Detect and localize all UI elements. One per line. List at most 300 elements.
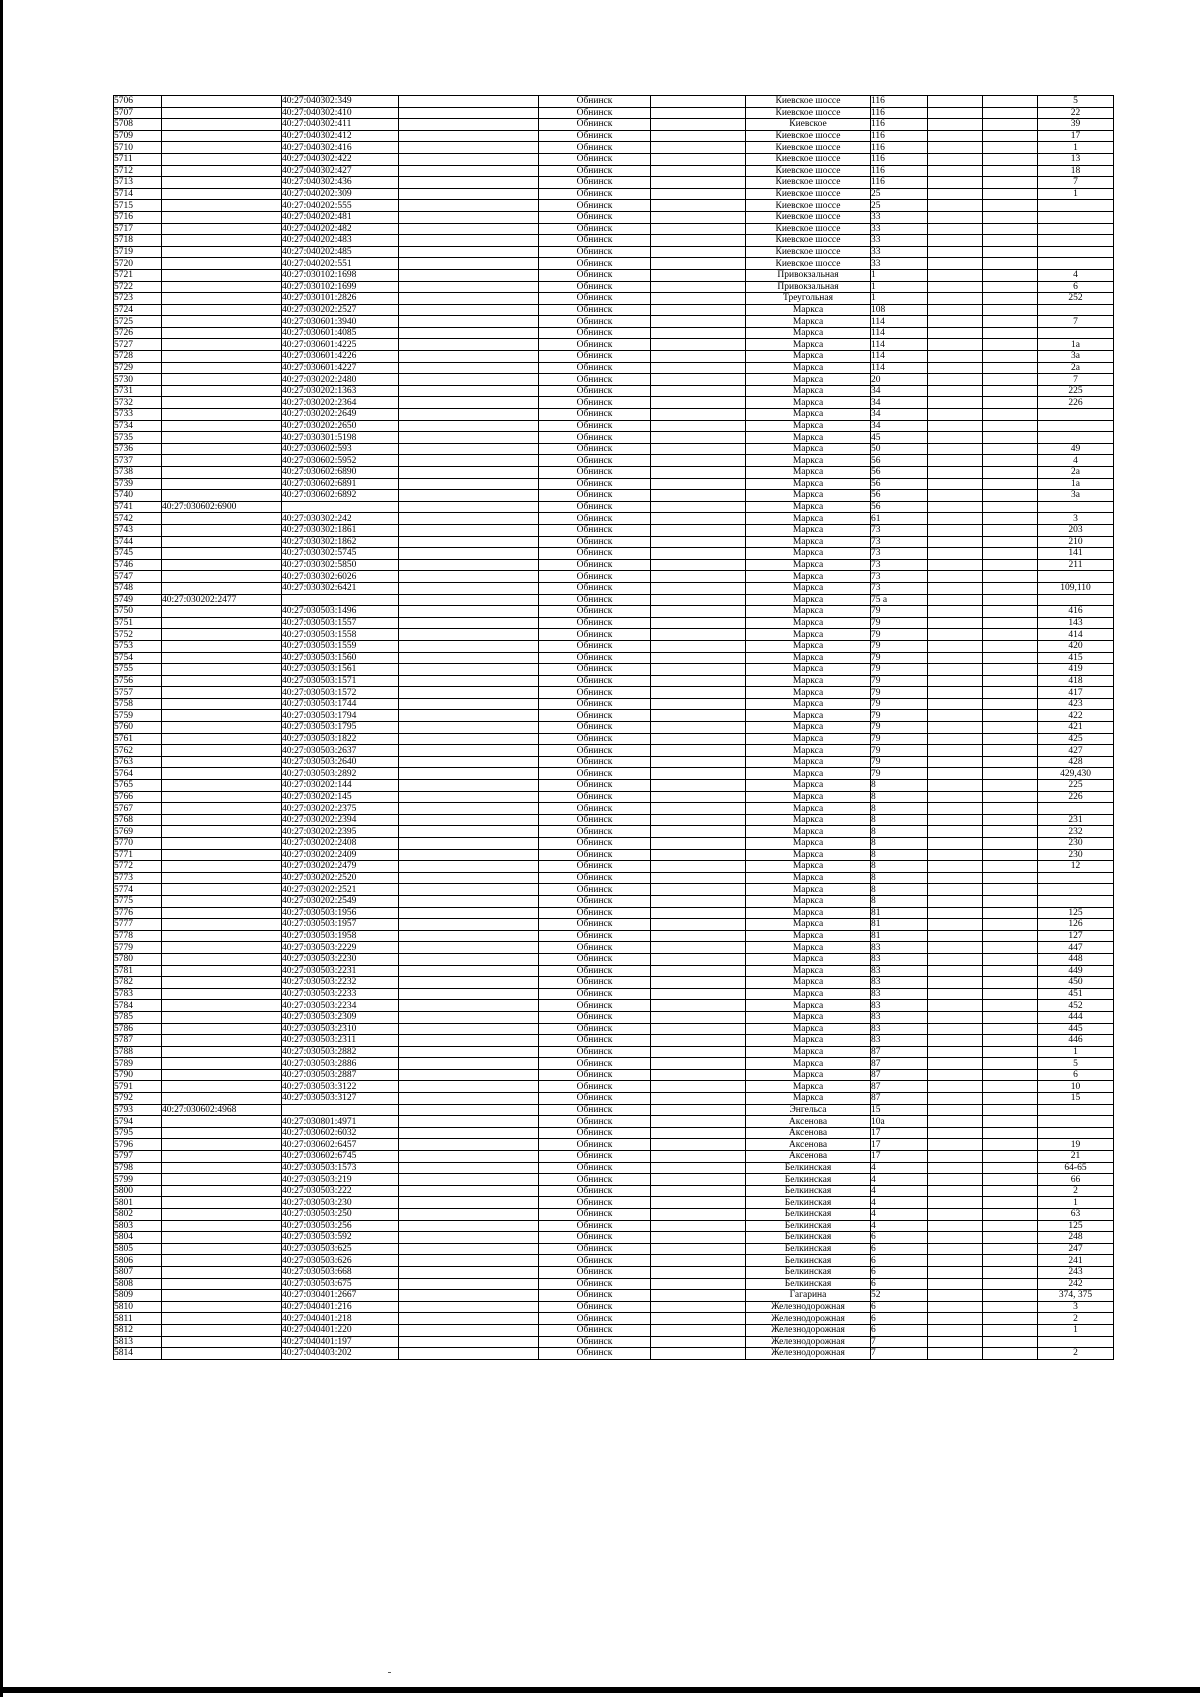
cell-empty (651, 1023, 746, 1035)
cell-street: Белкинская (746, 1197, 871, 1209)
cell-empty (983, 965, 1038, 977)
cell-house: 79 (871, 768, 928, 780)
cell-apartment: 7 (1038, 316, 1114, 328)
table-row (114, 1278, 1114, 1290)
cell-parent-cadastral-number (162, 536, 282, 548)
cell-street: Привокзальная (746, 281, 871, 293)
cell-empty (651, 327, 746, 339)
cell-empty (651, 1301, 746, 1313)
cell-house: 34 (871, 409, 928, 421)
cell-parent-cadastral-number (162, 872, 282, 884)
cell-empty (399, 1185, 539, 1197)
cell-cadastral-number (282, 501, 399, 513)
cell-parent-cadastral-number (162, 698, 282, 710)
cell-empty (651, 895, 746, 907)
cell-row-number: 5748 (114, 582, 162, 594)
cell-house: 79 (871, 664, 928, 676)
cell-empty (983, 768, 1038, 780)
cell-street: Маркса (746, 861, 871, 873)
cell-empty (983, 432, 1038, 444)
cell-parent-cadastral-number (162, 1348, 282, 1360)
cell-parent-cadastral-number (162, 606, 282, 618)
cell-empty (651, 1348, 746, 1360)
cell-house: 79 (871, 745, 928, 757)
cell-apartment: 2а (1038, 467, 1114, 479)
cell-empty (399, 1174, 539, 1186)
cell-empty (399, 374, 539, 386)
cell-empty (928, 513, 983, 525)
cell-row-number: 5711 (114, 153, 162, 165)
cell-street: Маркса (746, 606, 871, 618)
cell-cadastral-number: 40:27:030202:2408 (282, 838, 399, 850)
cell-street: Маркса (746, 953, 871, 965)
cell-cadastral-number: 40:27:030102:1699 (282, 281, 399, 293)
cell-street: Аксенова (746, 1139, 871, 1151)
cell-cadastral-number: 40:27:030503:1496 (282, 606, 399, 618)
cell-apartment: 2 (1038, 1313, 1114, 1325)
cell-street: Железнодорожная (746, 1301, 871, 1313)
cell-city: Обнинск (539, 559, 651, 571)
table-row (114, 1069, 1114, 1081)
cell-empty (928, 919, 983, 931)
cell-empty (928, 1301, 983, 1313)
cell-house: 73 (871, 536, 928, 548)
cell-row-number: 5776 (114, 907, 162, 919)
cell-empty (983, 304, 1038, 316)
cell-empty (399, 640, 539, 652)
cell-apartment: 241 (1038, 1255, 1114, 1267)
cell-row-number: 5725 (114, 316, 162, 328)
cell-parent-cadastral-number (162, 640, 282, 652)
cell-house: 17 (871, 1151, 928, 1163)
cell-city: Обнинск (539, 420, 651, 432)
cell-empty (983, 977, 1038, 989)
cell-parent-cadastral-number (162, 269, 282, 281)
cell-apartment: 3 (1038, 513, 1114, 525)
cell-empty (928, 1011, 983, 1023)
cell-house: 79 (871, 629, 928, 641)
cell-empty (928, 745, 983, 757)
cell-empty (651, 269, 746, 281)
cell-cadastral-number: 40:27:030302:6421 (282, 582, 399, 594)
cell-street: Маркса (746, 513, 871, 525)
cell-empty (928, 698, 983, 710)
cell-empty (399, 153, 539, 165)
cell-street: Маркса (746, 1023, 871, 1035)
cell-empty (651, 339, 746, 351)
cell-cadastral-number: 40:27:030503:3122 (282, 1081, 399, 1093)
cell-house: 8 (871, 895, 928, 907)
cell-apartment: 1 (1038, 142, 1114, 154)
cell-empty (651, 142, 746, 154)
cell-row-number: 5768 (114, 814, 162, 826)
cell-apartment: 143 (1038, 617, 1114, 629)
cell-row-number: 5746 (114, 559, 162, 571)
cell-row-number: 5740 (114, 490, 162, 502)
cell-city: Обнинск (539, 1093, 651, 1105)
cell-parent-cadastral-number (162, 559, 282, 571)
cell-row-number: 5764 (114, 768, 162, 780)
cell-house: 87 (871, 1081, 928, 1093)
cell-house: 81 (871, 930, 928, 942)
cell-parent-cadastral-number (162, 1093, 282, 1105)
cell-city: Обнинск (539, 1348, 651, 1360)
cell-street: Маркса (746, 838, 871, 850)
cell-house: 6 (871, 1278, 928, 1290)
cell-city: Обнинск (539, 211, 651, 223)
cell-empty (928, 490, 983, 502)
cell-apartment: 231 (1038, 814, 1114, 826)
cell-city: Обнинск (539, 235, 651, 247)
cell-cadastral-number: 40:27:040202:309 (282, 188, 399, 200)
table-row (114, 942, 1114, 954)
cell-empty (983, 1278, 1038, 1290)
cell-house: 52 (871, 1290, 928, 1302)
table-row (114, 594, 1114, 606)
cell-city: Обнинск (539, 1058, 651, 1070)
cell-house: 25 (871, 188, 928, 200)
cell-empty (983, 1301, 1038, 1313)
cell-empty (983, 420, 1038, 432)
cell-empty (651, 1324, 746, 1336)
cell-empty (928, 1081, 983, 1093)
cell-empty (651, 872, 746, 884)
cell-row-number: 5791 (114, 1081, 162, 1093)
cell-empty (928, 339, 983, 351)
table-row (114, 188, 1114, 200)
cell-street: Киевское шоссе (746, 235, 871, 247)
cell-house: 79 (871, 617, 928, 629)
cell-apartment: 226 (1038, 397, 1114, 409)
cell-empty (983, 988, 1038, 1000)
table-row (114, 582, 1114, 594)
cell-empty (928, 988, 983, 1000)
cell-empty (399, 1313, 539, 1325)
cell-cadastral-number: 40:27:030503:2233 (282, 988, 399, 1000)
cell-parent-cadastral-number (162, 362, 282, 374)
cell-house: 83 (871, 1011, 928, 1023)
cell-empty (399, 861, 539, 873)
cell-house: 17 (871, 1139, 928, 1151)
cell-house: 79 (871, 710, 928, 722)
table-row (114, 745, 1114, 757)
cell-empty (983, 1266, 1038, 1278)
cell-parent-cadastral-number (162, 142, 282, 154)
cell-empty (928, 884, 983, 896)
cell-parent-cadastral-number: 40:27:030602:6900 (162, 501, 282, 513)
cell-cadastral-number: 40:27:030102:1698 (282, 269, 399, 281)
cell-empty (651, 861, 746, 873)
cell-empty (651, 977, 746, 989)
cell-city: Обнинск (539, 362, 651, 374)
cell-street: Маркса (746, 420, 871, 432)
cell-cadastral-number: 40:27:030503:1956 (282, 907, 399, 919)
cell-street: Маркса (746, 664, 871, 676)
cell-cadastral-number: 40:27:030503:2887 (282, 1069, 399, 1081)
cell-empty (399, 942, 539, 954)
cell-empty (399, 443, 539, 455)
cell-empty (651, 1232, 746, 1244)
cell-cadastral-number: 40:27:030202:2375 (282, 803, 399, 815)
table-row (114, 640, 1114, 652)
cell-empty (928, 1197, 983, 1209)
cell-empty (928, 467, 983, 479)
cell-empty (928, 432, 983, 444)
cell-empty (651, 1000, 746, 1012)
cell-parent-cadastral-number (162, 304, 282, 316)
cell-empty (651, 1151, 746, 1163)
cell-empty (928, 617, 983, 629)
cell-house: 73 (871, 548, 928, 560)
cell-cadastral-number: 40:27:030503:1822 (282, 733, 399, 745)
cell-empty (983, 953, 1038, 965)
cell-empty (651, 1139, 746, 1151)
cell-empty (399, 919, 539, 931)
cell-row-number: 5747 (114, 571, 162, 583)
cell-empty (928, 756, 983, 768)
cell-parent-cadastral-number (162, 443, 282, 455)
table-row (114, 571, 1114, 583)
cell-cadastral-number: 40:27:030302:6026 (282, 571, 399, 583)
cell-city: Обнинск (539, 1139, 651, 1151)
cell-empty (983, 942, 1038, 954)
cell-empty (928, 153, 983, 165)
cell-empty (928, 826, 983, 838)
cell-house: 75 а (871, 594, 928, 606)
cell-city: Обнинск (539, 1197, 651, 1209)
cell-apartment: 4 (1038, 455, 1114, 467)
cell-city: Обнинск (539, 629, 651, 641)
cell-house: 56 (871, 478, 928, 490)
cell-parent-cadastral-number (162, 397, 282, 409)
cell-apartment: 7 (1038, 177, 1114, 189)
cell-row-number: 5811 (114, 1313, 162, 1325)
table-row (114, 675, 1114, 687)
cell-row-number: 5771 (114, 849, 162, 861)
cell-empty (983, 258, 1038, 270)
cell-empty (651, 130, 746, 142)
cell-empty (651, 629, 746, 641)
cell-cadastral-number: 40:27:030503:1795 (282, 722, 399, 734)
cell-empty (399, 1290, 539, 1302)
cell-parent-cadastral-number (162, 582, 282, 594)
cell-empty (399, 269, 539, 281)
cell-row-number: 5777 (114, 919, 162, 931)
cell-apartment: 416 (1038, 606, 1114, 618)
cell-street: Маркса (746, 1035, 871, 1047)
cell-apartment: 127 (1038, 930, 1114, 942)
cell-cadastral-number: 40:27:040401:197 (282, 1336, 399, 1348)
cell-empty (983, 617, 1038, 629)
cell-empty (651, 293, 746, 305)
cell-row-number: 5727 (114, 339, 162, 351)
cell-empty (928, 606, 983, 618)
cell-row-number: 5765 (114, 780, 162, 792)
cell-cadastral-number: 40:27:030503:219 (282, 1174, 399, 1186)
cell-apartment: 6 (1038, 281, 1114, 293)
cell-city: Обнинск (539, 1127, 651, 1139)
cell-empty (928, 594, 983, 606)
cell-empty (651, 826, 746, 838)
cell-row-number: 5789 (114, 1058, 162, 1070)
cell-empty (651, 814, 746, 826)
cell-house: 79 (871, 733, 928, 745)
cell-city: Обнинск (539, 594, 651, 606)
cell-city: Обнинск (539, 919, 651, 931)
register-table (113, 95, 1114, 1360)
cell-street: Маркса (746, 1000, 871, 1012)
cell-empty (651, 478, 746, 490)
cell-parent-cadastral-number (162, 235, 282, 247)
cell-city: Обнинск (539, 942, 651, 954)
cell-row-number: 5709 (114, 130, 162, 142)
cell-empty (928, 965, 983, 977)
cell-empty (928, 1278, 983, 1290)
cell-empty (399, 675, 539, 687)
scan-border-left (0, 0, 3, 1697)
cell-empty (399, 930, 539, 942)
cell-street: Киевское шоссе (746, 130, 871, 142)
cell-city: Обнинск (539, 153, 651, 165)
cell-empty (983, 1011, 1038, 1023)
cell-empty (928, 582, 983, 594)
cell-parent-cadastral-number (162, 1151, 282, 1163)
cell-row-number: 5808 (114, 1278, 162, 1290)
cell-cadastral-number: 40:27:030602:6745 (282, 1151, 399, 1163)
cell-empty (651, 177, 746, 189)
cell-street: Киевское шоссе (746, 200, 871, 212)
cell-empty (651, 1243, 746, 1255)
cell-empty (651, 1220, 746, 1232)
cell-parent-cadastral-number (162, 884, 282, 896)
cell-row-number: 5786 (114, 1023, 162, 1035)
cell-parent-cadastral-number (162, 745, 282, 757)
cell-house: 87 (871, 1058, 928, 1070)
cell-cadastral-number: 40:27:030101:2826 (282, 293, 399, 305)
table-row (114, 687, 1114, 699)
cell-street: Киевское шоссе (746, 188, 871, 200)
cell-empty (399, 524, 539, 536)
cell-house: 25 (871, 200, 928, 212)
cell-empty (983, 1220, 1038, 1232)
cell-row-number: 5756 (114, 675, 162, 687)
cell-row-number: 5737 (114, 455, 162, 467)
table-row (114, 1000, 1114, 1012)
cell-city: Обнинск (539, 652, 651, 664)
cell-cadastral-number: 40:27:030801:4971 (282, 1116, 399, 1128)
cell-apartment: 5 (1038, 1058, 1114, 1070)
cell-parent-cadastral-number (162, 814, 282, 826)
cell-empty (651, 467, 746, 479)
cell-street: Киевское шоссе (746, 142, 871, 154)
cell-city: Обнинск (539, 907, 651, 919)
cell-house: 87 (871, 1093, 928, 1105)
cell-parent-cadastral-number (162, 1255, 282, 1267)
cell-row-number: 5715 (114, 200, 162, 212)
cell-empty (651, 1069, 746, 1081)
cell-city: Обнинск (539, 188, 651, 200)
cell-empty (399, 895, 539, 907)
cell-city: Обнинск (539, 1290, 651, 1302)
cell-empty (928, 907, 983, 919)
cell-cadastral-number: 40:27:040302:436 (282, 177, 399, 189)
cell-apartment: 242 (1038, 1278, 1114, 1290)
cell-apartment (1038, 211, 1114, 223)
cell-street: Белкинская (746, 1174, 871, 1186)
cell-cadastral-number: 40:27:030503:2886 (282, 1058, 399, 1070)
cell-empty (651, 768, 746, 780)
cell-empty (928, 351, 983, 363)
cell-empty (928, 443, 983, 455)
cell-row-number: 5774 (114, 884, 162, 896)
table-row (114, 293, 1114, 305)
cell-row-number: 5787 (114, 1035, 162, 1047)
cell-empty (983, 246, 1038, 258)
cell-row-number: 5772 (114, 861, 162, 873)
cell-row-number: 5741 (114, 501, 162, 513)
table-row (114, 1127, 1114, 1139)
cell-cadastral-number: 40:27:030503:675 (282, 1278, 399, 1290)
cell-cadastral-number: 40:27:030503:1557 (282, 617, 399, 629)
cell-house: 8 (871, 872, 928, 884)
cell-row-number: 5729 (114, 362, 162, 374)
cell-empty (983, 814, 1038, 826)
cell-apartment: 2 (1038, 1185, 1114, 1197)
cell-parent-cadastral-number (162, 1266, 282, 1278)
cell-house: 116 (871, 142, 928, 154)
cell-empty (399, 478, 539, 490)
cell-empty (651, 733, 746, 745)
cell-city: Обнинск (539, 1174, 651, 1186)
cell-house: 4 (871, 1220, 928, 1232)
cell-parent-cadastral-number (162, 513, 282, 525)
cell-empty (928, 1023, 983, 1035)
cell-parent-cadastral-number (162, 675, 282, 687)
cell-house: 56 (871, 455, 928, 467)
cell-parent-cadastral-number (162, 1081, 282, 1093)
cell-cadastral-number (282, 594, 399, 606)
cell-empty (928, 571, 983, 583)
cell-empty (651, 1197, 746, 1209)
cell-city: Обнинск (539, 490, 651, 502)
cell-cadastral-number: 40:27:040302:422 (282, 153, 399, 165)
cell-empty (399, 420, 539, 432)
cell-cadastral-number: 40:27:040401:220 (282, 1324, 399, 1336)
cell-row-number: 5809 (114, 1290, 162, 1302)
cell-cadastral-number: 40:27:030302:1862 (282, 536, 399, 548)
cell-city: Обнинск (539, 1324, 651, 1336)
cell-street: Киевское шоссе (746, 223, 871, 235)
cell-empty (928, 119, 983, 131)
cell-parent-cadastral-number (162, 432, 282, 444)
cell-street: Маркса (746, 629, 871, 641)
cell-city: Обнинск (539, 304, 651, 316)
cell-house: 83 (871, 1000, 928, 1012)
table-row (114, 339, 1114, 351)
cell-parent-cadastral-number (162, 571, 282, 583)
cell-cadastral-number (282, 1104, 399, 1116)
cell-city: Обнинск (539, 293, 651, 305)
cell-empty (928, 1058, 983, 1070)
cell-row-number: 5719 (114, 246, 162, 258)
cell-house: 6 (871, 1313, 928, 1325)
cell-row-number: 5784 (114, 1000, 162, 1012)
cell-house: 61 (871, 513, 928, 525)
cell-street: Маркса (746, 1058, 871, 1070)
table-row (114, 1336, 1114, 1348)
cell-empty (983, 803, 1038, 815)
cell-city: Обнинск (539, 316, 651, 328)
